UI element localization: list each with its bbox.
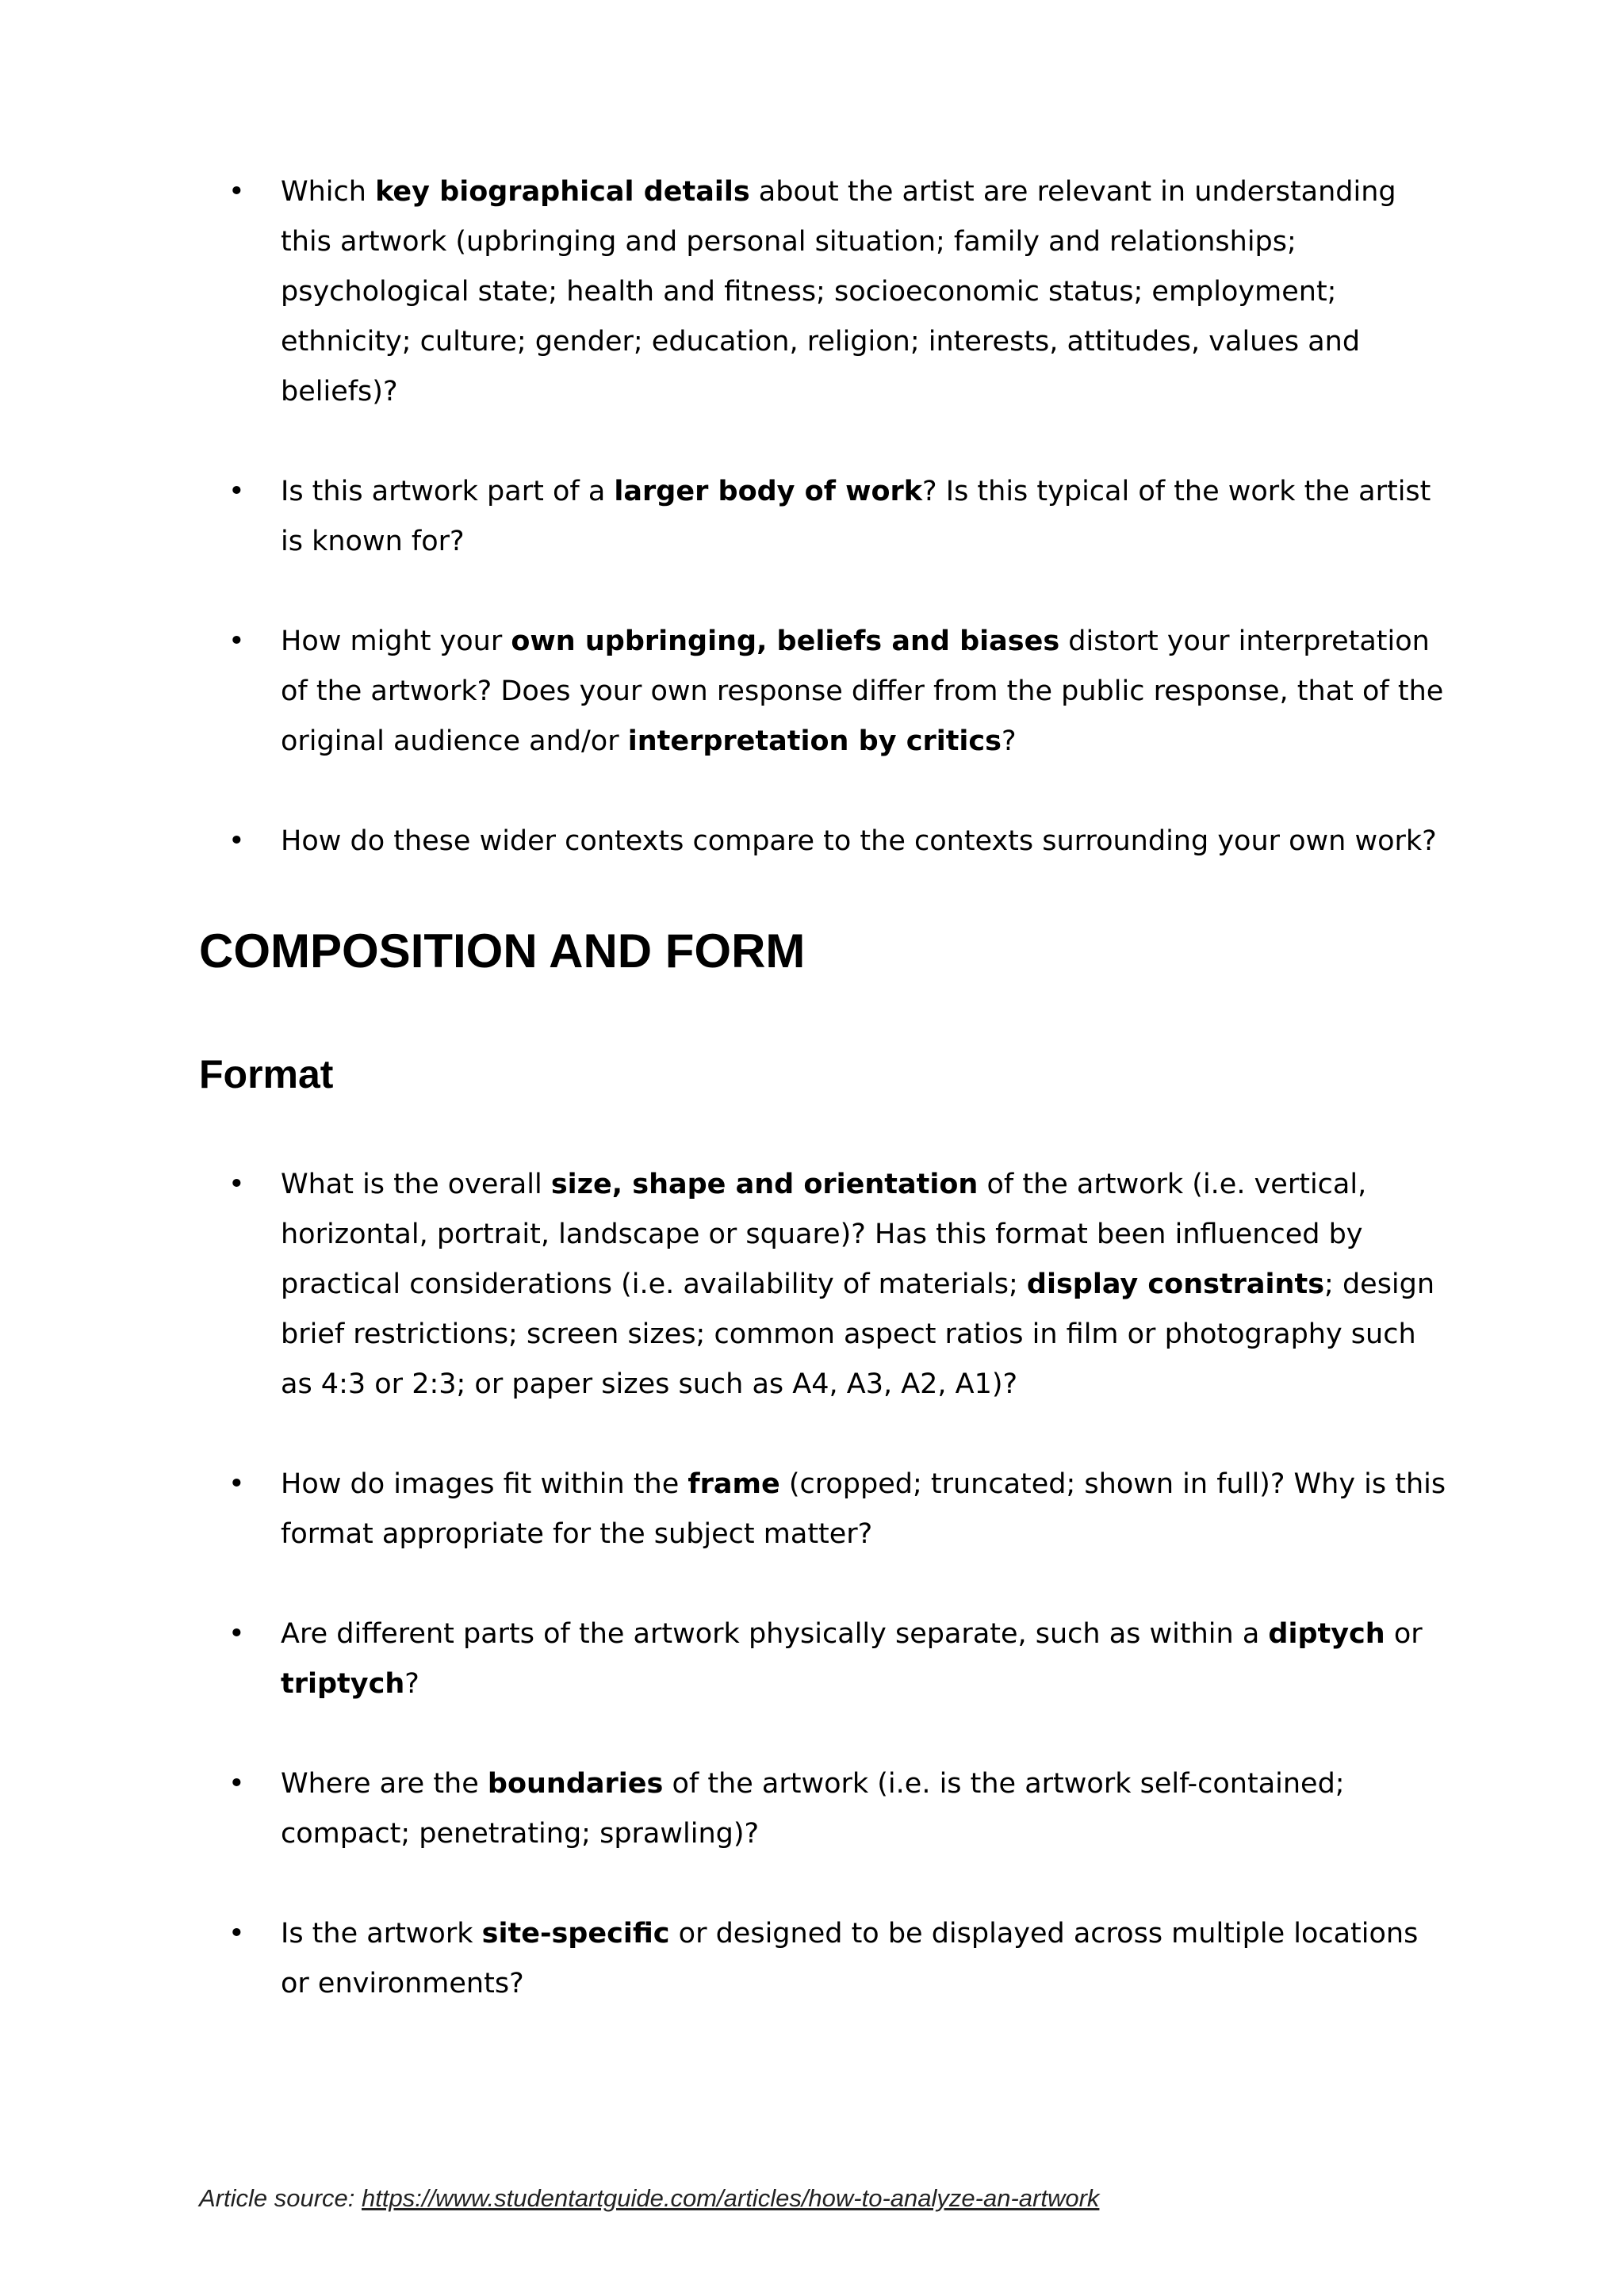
subheading: Format xyxy=(199,1052,334,1096)
bold-term: key biographical details xyxy=(375,176,750,208)
list-item: • Is this artwork part of a larger body of work? Is this typical of the work the artist is known for? xyxy=(0,467,1454,567)
list-item: • Which key biographical details about the artist are relevant in understanding this artwork (upbringing and personal situation; family and relationships; psychological state; health and fitness; socioeconomic status; employment; ethnicity; culture; gender; education, religion; interests, attitudes, values and beliefs)? xyxy=(0,167,1454,417)
format-questions-list xyxy=(0,1160,1624,2009)
list-item: • How do these wider contexts compare to the contexts surrounding your own work? xyxy=(0,817,1454,867)
section-heading: COMPOSITION AND FORM xyxy=(199,924,806,978)
bold-term: interpretation by critics xyxy=(627,725,1002,757)
bold-term: size, shape and orientation xyxy=(550,1169,979,1200)
list-item: • How might your own upbringing, beliefs and biases distort your interpretation of the artwork? Does your own response differ from the public response, that of the original audience and/or interpretation by critics? xyxy=(0,617,1454,767)
list-item: • Is the artwork site-specific or designed to be displayed across multiple locations or environments? xyxy=(0,1909,1454,2009)
list-item: • Are different parts of the artwork physically separate, such as within a diptych or triptych? xyxy=(0,1609,1454,1709)
source-link[interactable]: https://www.studentartguide.com/articles/how-to-analyze-an-artwork xyxy=(362,2184,1100,2212)
bold-term: larger body of work xyxy=(614,476,923,507)
list-item: • How do images fit within the frame (cropped; truncated; shown in full)? Why is this format appropriate for the subject matter? xyxy=(0,1460,1454,1559)
context-questions-list xyxy=(0,167,1624,867)
article-source-footer xyxy=(199,2183,1099,2214)
list-item: • Where are the boundaries of the artwork (i.e. is the artwork self-contained; compact; penetrating; sprawling)? xyxy=(0,1759,1454,1859)
bold-term: frame xyxy=(688,1468,780,1500)
footer-label: Article source: xyxy=(199,2184,362,2212)
bold-term: boundaries xyxy=(487,1768,664,1800)
bold-term: site-specific xyxy=(481,1918,670,1950)
bold-term: own upbringing, beliefs and biases xyxy=(511,626,1060,657)
bold-term: diptych xyxy=(1268,1618,1385,1650)
list-item: • What is the overall size, shape and orientation of the artwork (i.e. vertical, horizontal, portrait, landscape or square)? Has this format been influenced by practical considerations (i.e. availability of materials; display constraints; design brief restrictions; screen sizes; common aspect ratios in film or photography such as 4:3 or 2:3; or paper sizes such as A4, A3, A2, A1)? xyxy=(0,1160,1454,1410)
bold-term: triptych xyxy=(281,1668,405,1700)
bold-term: display constraints xyxy=(1026,1269,1325,1300)
